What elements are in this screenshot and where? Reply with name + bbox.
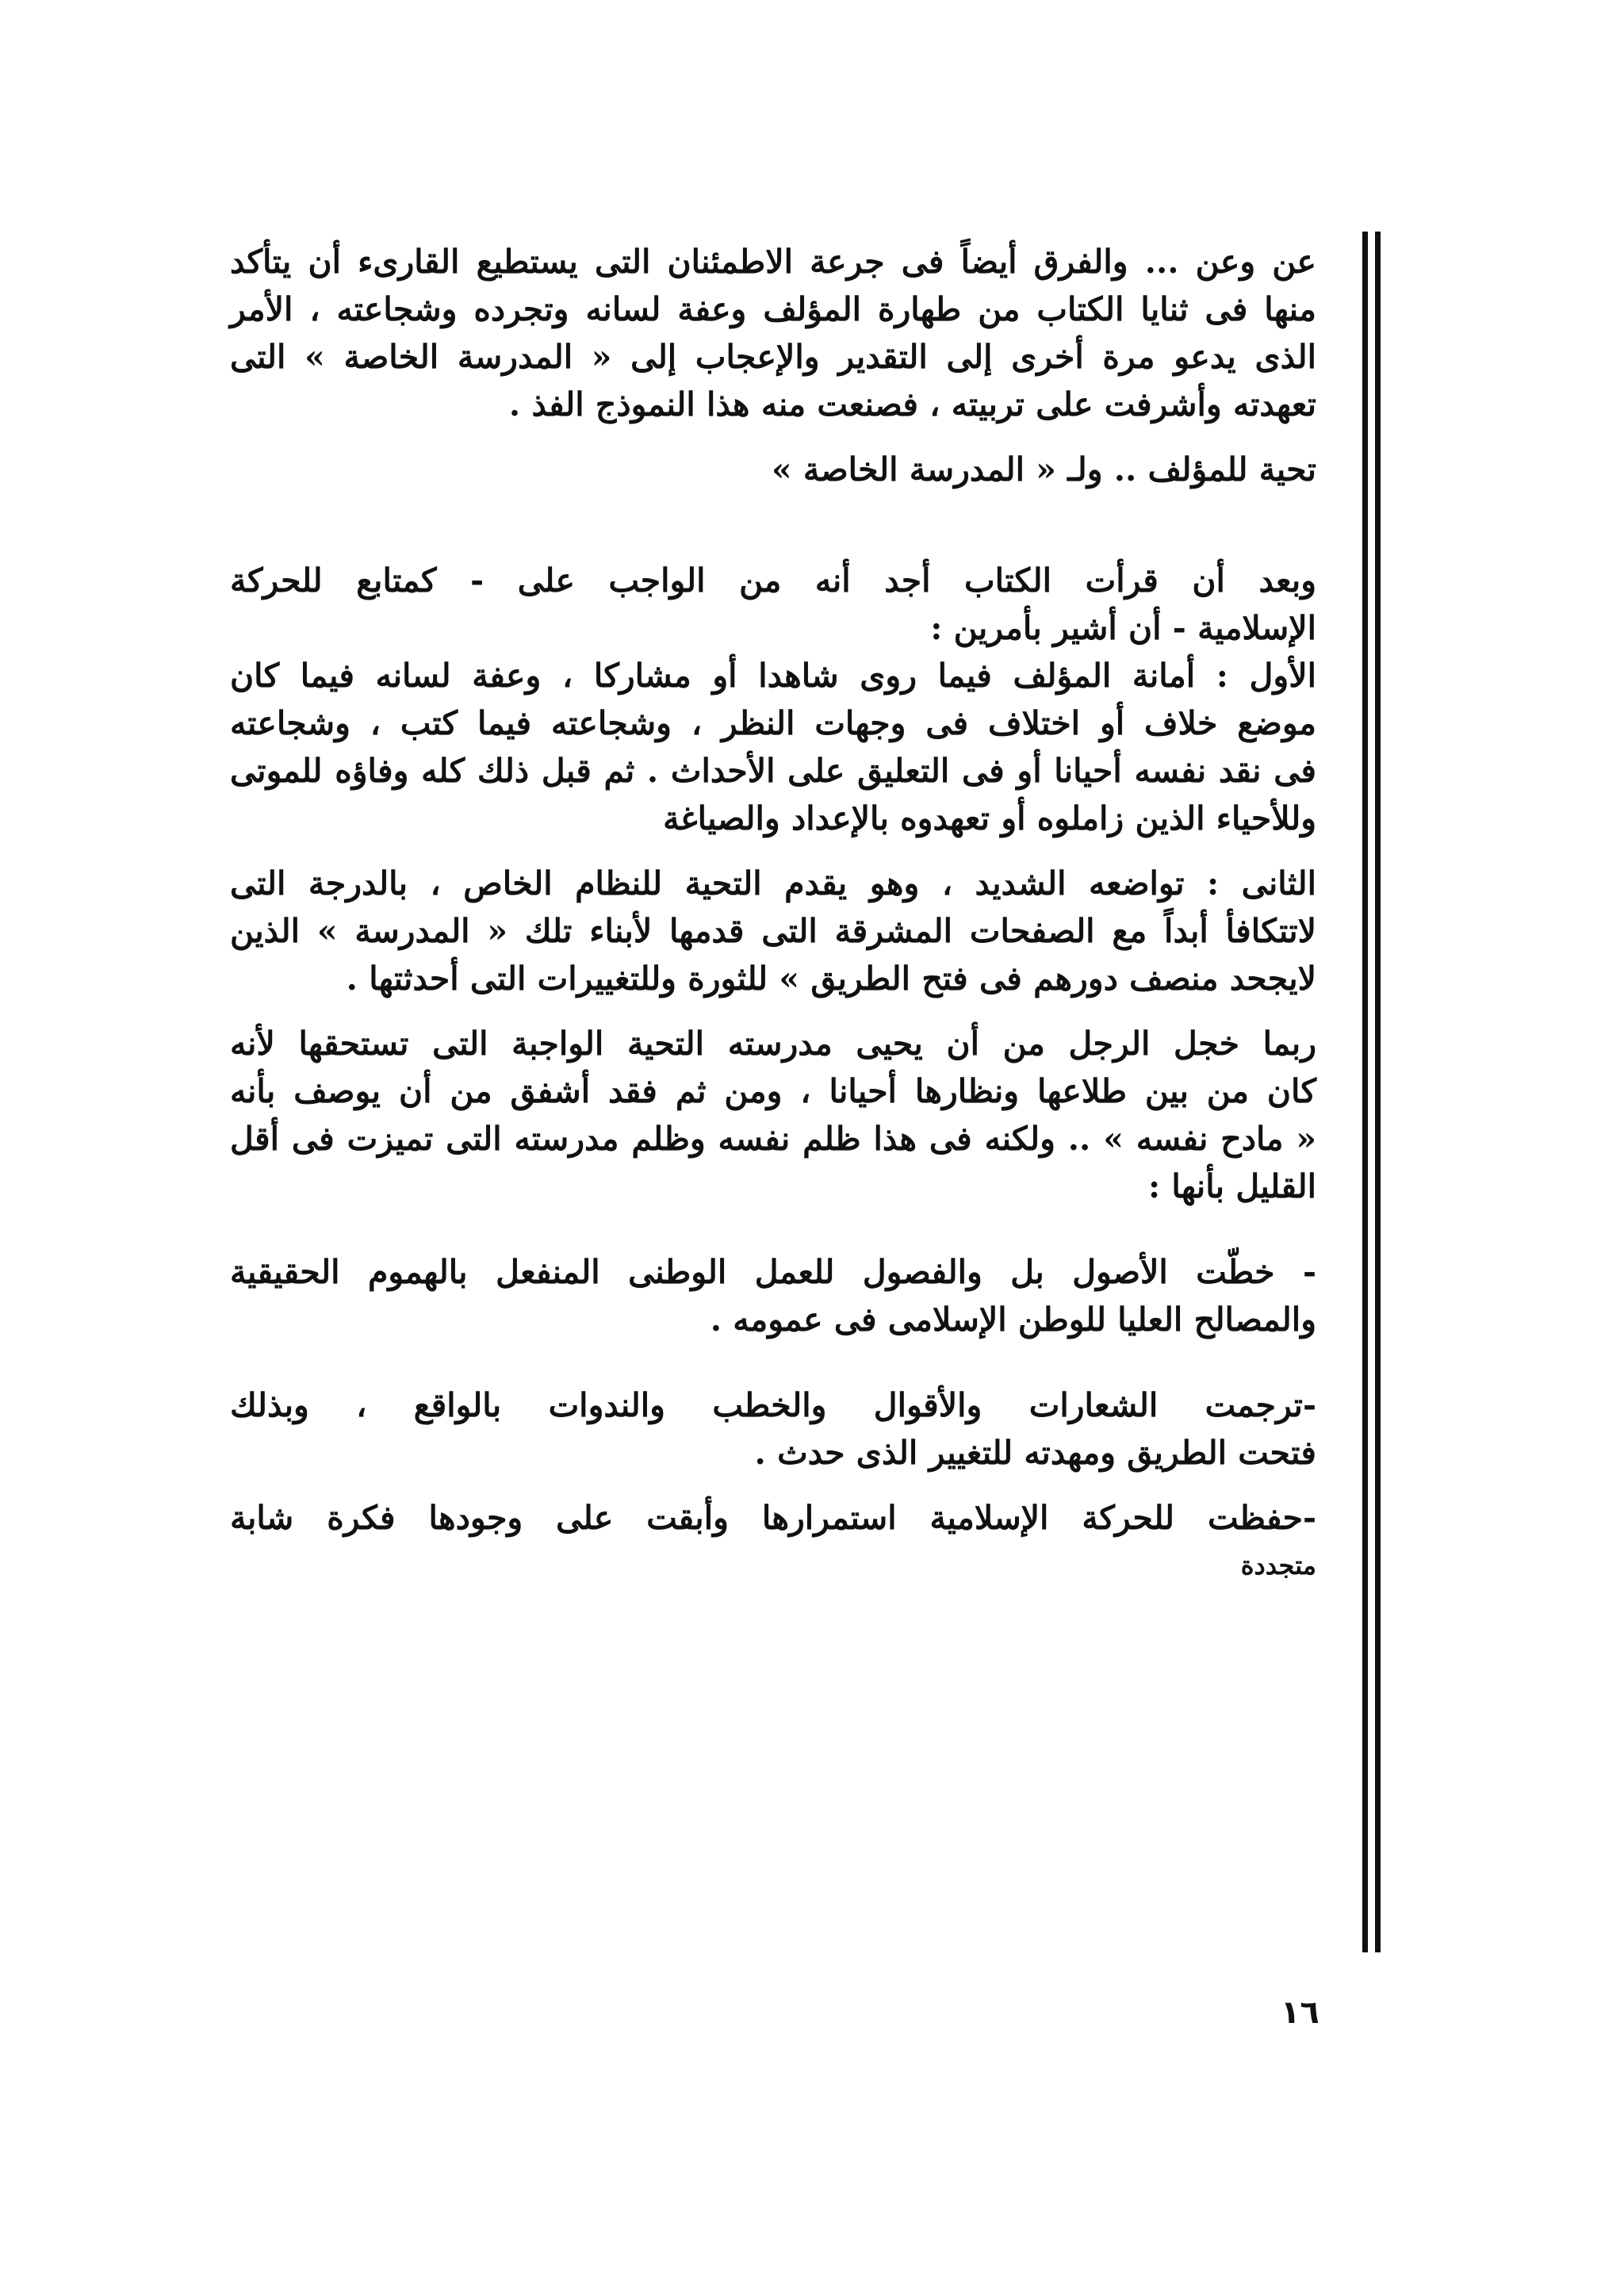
text-line: وبعد أن قرأت الكتاب أجد أنه من الواجب على - كمتابع للحركة xyxy=(230,561,1316,600)
paragraph-5 xyxy=(230,860,1316,1002)
text-line: لاتتكافأ أبداً مع الصفحات المشرقة التى قدمها لأبناء تلك « المدرسة » الذين xyxy=(230,912,1316,950)
text-line: موضع خلاف أو اختلاف فى وجهات النظر ، وشجاعته فيما كتب ، وشجاعته xyxy=(230,704,1316,742)
text-line: الإسلامية - أن أشير بأمرين : xyxy=(930,609,1316,647)
margin-rule-outer xyxy=(1375,232,1381,1952)
text-line: عن وعن ... والفرق أيضاً فى جرعة الاطمئنان التى يستطيع القارىء أن يتأكد xyxy=(230,243,1316,281)
text-line: القليل بأنها : xyxy=(1147,1167,1316,1205)
text-line: والمصالح العليا للوطن الإسلامى فى عمومه . xyxy=(710,1301,1316,1339)
paragraph-4 xyxy=(230,652,1316,842)
paragraph-1 xyxy=(230,238,1316,428)
text-line: « مادح نفسه » .. ولكنه فى هذا ظلم نفسه وظلم مدرسته التى تميزت فى أقل xyxy=(230,1120,1316,1158)
text-line: لايجحد منصف دورهم فى فتح الطريق » للثورة وللتغييرات التى أحدثتها . xyxy=(346,960,1316,998)
paragraph-8 xyxy=(230,1381,1316,1477)
text-line: فى نقد نفسه أحيانا أو فى التعليق على الأحداث . ثم قبل ذلك كله وفاؤه للموتى xyxy=(230,752,1316,790)
text-line: - خطّت الأصول بل والفصول للعمل الوطنى المنفعل بالهموم الحقيقية xyxy=(230,1253,1316,1291)
text-line: تعهدته وأشرفت على تربيته ، فصنعت منه هذا النموذج الفذ . xyxy=(508,385,1316,423)
paragraph-7 xyxy=(230,1248,1316,1343)
text-line: فتحت الطريق ومهدته للتغيير الذى حدث . xyxy=(754,1434,1316,1472)
text-line: ربما خجل الرجل من أن يحيى مدرسته التحية الواجبة التى تستحقها لأنه xyxy=(230,1025,1316,1063)
text-line: -ترجمت الشعارات والأقوال والخطب والندوات بالواقع ، وبذلك xyxy=(230,1386,1316,1424)
text-line: الذى يدعو مرة أخرى إلى التقدير والإعجاب إلى « المدرسة الخاصة » التى xyxy=(230,338,1316,376)
paragraph-2 xyxy=(230,446,1316,493)
text-line: الثانى : تواضعه الشديد ، وهو يقدم التحية للنظام الخاص ، بالدرجة التى xyxy=(230,864,1316,902)
text-line: متجددة xyxy=(1240,1550,1316,1580)
text-line: كان من بين طلاعها ونظارها أحيانا ، ومن ثم فقد أشفق من أن يوصف بأنه xyxy=(230,1072,1316,1110)
margin-rule-inner xyxy=(1362,232,1368,1952)
paragraph-3 xyxy=(230,557,1316,652)
paragraph-9 xyxy=(230,1494,1316,1589)
page-number: ١٦ xyxy=(1281,1994,1320,2031)
text-line: -حفظت للحركة الإسلامية استمرارها وأبقت على وجودها فكرة شابة xyxy=(230,1499,1316,1537)
text-line: تحية للمؤلف .. ولـ « المدرسة الخاصة » xyxy=(771,450,1316,488)
body-text xyxy=(230,238,1316,1589)
text-line: وللأحياء الذين زاملوه أو تعهدوه بالإعداد والصياغة xyxy=(663,799,1316,837)
text-line: منها فى ثنايا الكتاب من طهارة المؤلف وعفة لسانه وتجرده وشجاعته ، الأمر xyxy=(230,290,1316,328)
text-line: الأول : أمانة المؤلف فيما روى شاهدا أو مشاركا ، وعفة لسانه فيما كان xyxy=(230,657,1316,695)
paragraph-6 xyxy=(230,1020,1316,1210)
